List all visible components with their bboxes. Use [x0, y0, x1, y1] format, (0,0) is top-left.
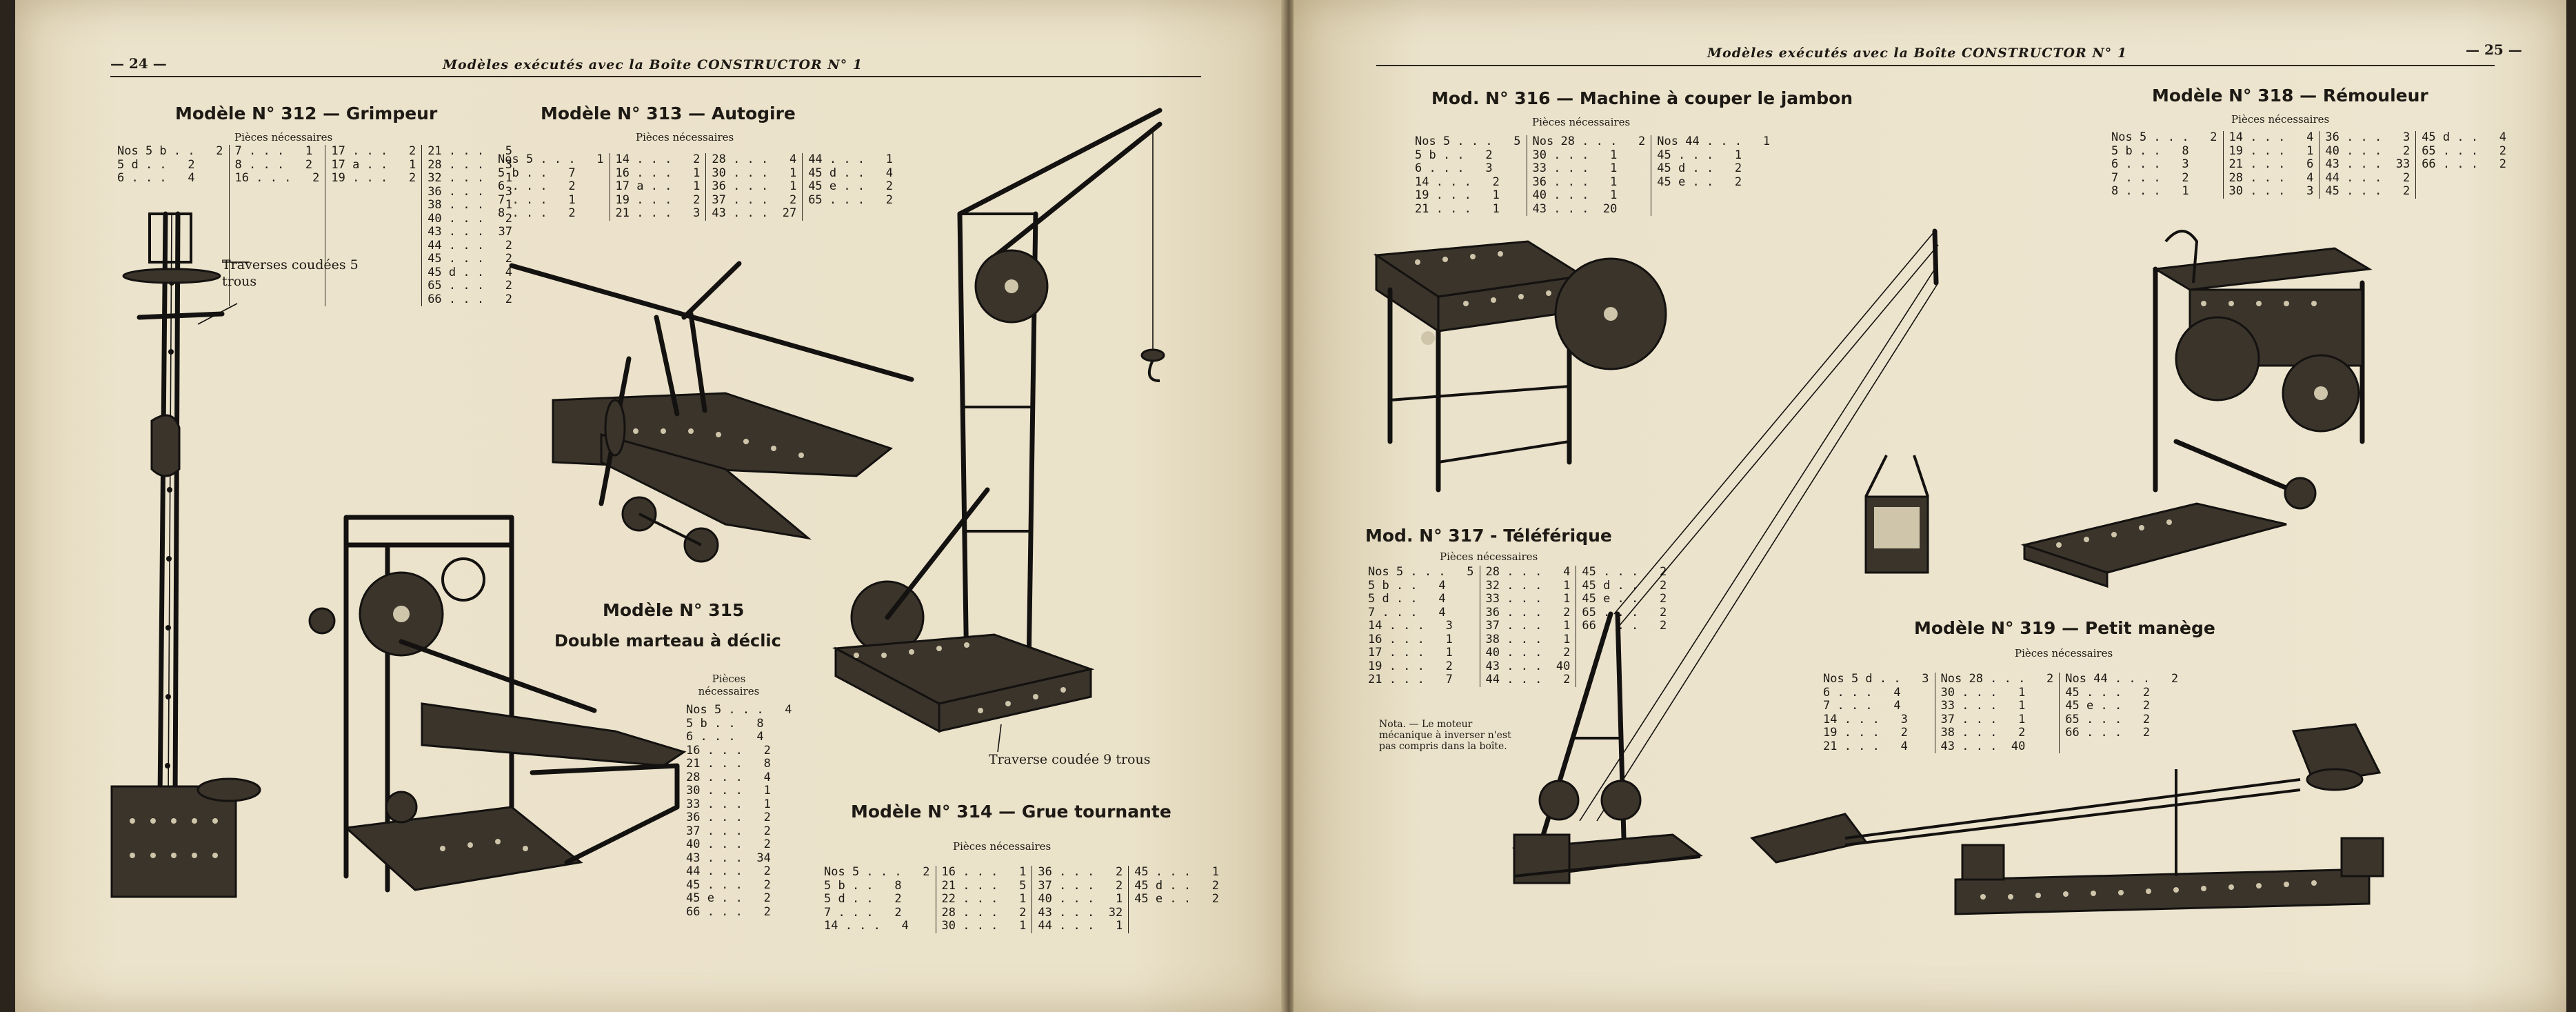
model-315-title: Modèle N° 315 [603, 600, 745, 620]
right-page [1294, 0, 2566, 1012]
illustration-double-marteau [305, 504, 691, 931]
model-317-title: Mod. N° 317 - Téléférique [1365, 526, 1612, 546]
model-315-parts [681, 704, 798, 919]
parts-heading: Pièces nécessaires [953, 840, 1051, 853]
model-314-parts [818, 866, 1225, 933]
model-312-title: Modèle N° 312 — Grimpeur [175, 103, 438, 123]
model-318-parts [2106, 131, 2512, 199]
parts-column: 28 . . . 4 30 . . . 1 36 . . . 1 37 . . . 2 43 . . . 27 [705, 153, 802, 221]
header-rule [1376, 65, 2495, 66]
model-316-title: Mod. N° 316 — Machine à couper le jambon [1431, 88, 1853, 108]
parts-column: 36 . . . 2 37 . . . 2 40 . . . 1 43 . . . 32 44 . . . 1 [1032, 866, 1128, 933]
parts-column: 36 . . . 3 40 . . . 2 43 . . . 33 44 . . . 2 45 . . . 2 [2319, 131, 2415, 199]
running-header: Modèles exécutés avec la Boîte CONSTRUCTOR N° 1 [1707, 46, 2128, 61]
parts-column: 45 d . . 4 65 . . . 2 66 . . . 2 [2415, 131, 2512, 199]
illustration-grimpeur [84, 200, 291, 931]
parts-column: 14 . . . 4 19 . . . 1 21 . . . 6 28 . . . 4 30 . . . 3 [2223, 131, 2320, 199]
model-314-title: Modèle N° 314 — Grue tournante [851, 802, 1171, 822]
parts-column: Nos 28 . . . 2 30 . . . 1 33 . . . 1 37 . . . 1 38 . . . 2 43 . . . 40 [1935, 673, 2060, 753]
left-page [15, 0, 1284, 1012]
parts-column: Nos 5 . . . 5 5 b . . 2 6 . . . 3 14 . . . 2 19 . . . 1 21 . . . 1 [1415, 135, 1521, 216]
illustration-petit-manege [1749, 704, 2535, 931]
annotation-traverses: Traverses coudées 5 trous [222, 257, 359, 289]
parts-column: 17 . . . 2 17 a . . 1 19 . . . 2 [325, 145, 421, 306]
model-318-title: Modèle N° 318 — Rémouleur [2152, 86, 2428, 106]
parts-column: Nos 5 . . . 2 5 b . . 8 6 . . . 3 7 . . . 2 8 . . . 1 [2111, 130, 2217, 198]
parts-column: 45 . . . 1 45 d . . 2 45 e . . 2 [1128, 866, 1225, 933]
page-number: — 25 — [2466, 41, 2522, 58]
parts-column: Nos 5 d . . 3 6 . . . 4 7 . . . 4 14 . . . 3 19 . . . 2 21 . . . 4 [1823, 672, 1929, 753]
parts-column: 16 . . . 1 21 . . . 5 22 . . . 1 28 . . . 2 30 . . . 1 [936, 866, 1032, 933]
parts-column: 7 . . . 1 8 . . . 2 16 . . . 2 [229, 145, 325, 306]
parts-column: Nos 44 . . . 1 45 . . . 1 45 d . . 2 45 e . . 2 [1651, 135, 1775, 216]
parts-column: Nos 5 . . . 1 5 b . . 7 6 . . . 2 7 . . . 1 8 . . . 2 [498, 152, 604, 220]
parts-column: Nos 44 . . . 2 45 . . . 2 45 e . . 2 65 . . . 2 66 . . . 2 [2059, 673, 2184, 753]
model-319-title: Modèle N° 319 — Petit manège [1914, 618, 2215, 638]
parts-heading: Pièces nécessaires [1440, 550, 1538, 563]
illustration-remouleur [2017, 214, 2404, 600]
parts-column: 44 . . . 1 45 d . . 4 45 e . . 2 65 . . . 2 [802, 153, 898, 221]
model-317-note: Nota. — Le moteur mécanique à inverser n'est pas compris dans la boîte. [1379, 719, 1511, 752]
parts-column: Nos 5 . . . 4 5 b . . 8 6 . . . 4 16 . . . 2 21 . . . 8 28 . . . 4 30 . . . 1 33 . . . 1 36 . . . 2 37 . . . 2 40 . . . 2 43 . . . 34 44 . . . 2 45 . . . 2 45 e . . 2 66 . . . 2 [686, 703, 792, 919]
header-rule [110, 76, 1201, 77]
model-316-parts [1409, 135, 1775, 216]
illustration-grue [829, 103, 1174, 759]
parts-column: 14 . . . 2 16 . . . 1 17 a . . 1 19 . . . 2 21 . . . 3 [610, 153, 706, 221]
parts-heading: Pièces nécessaires [698, 673, 760, 697]
parts-column: 45 . . . 2 45 d . . 2 45 e . . 2 65 . . . 2 66 . . . 2 [1576, 566, 1672, 687]
parts-heading: Pièces nécessaires [636, 131, 734, 143]
running-header: Modèles exécutés avec la Boîte CONSTRUCTOR N° 1 [443, 57, 863, 72]
parts-heading: Pièces nécessaires [1532, 116, 1631, 128]
annotation-traverse: Traverse coudée 9 trous [989, 752, 1151, 767]
parts-heading: Pièces nécessaires [234, 131, 333, 143]
parts-column: 21 . . . 5 28 . . . 3 32 . . . 1 36 . . . 3 38 . . . 1 40 . . . 2 43 . . . 37 44 . . . 2 45 . . . 2 45 d . . 4 65 . . . 2 66 . . . 2 [421, 145, 518, 306]
parts-column: 28 . . . 4 32 . . . 1 33 . . . 1 36 . . . 2 37 . . . 1 38 . . . 1 40 . . . 2 43 . . . 40 44 . . . 2 [1480, 566, 1576, 687]
parts-column: Nos 5 b . . 2 5 d . . 2 6 . . . 4 [117, 144, 223, 185]
parts-column: Nos 5 . . . 2 5 b . . 8 5 d . . 2 7 . . . 2 14 . . . 4 [824, 865, 930, 933]
parts-heading: Pièces nécessaires [2231, 113, 2330, 126]
page-number: — 24 — [110, 55, 167, 72]
model-315-subtitle: Double marteau à déclic [554, 631, 781, 651]
parts-column: Nos 28 . . . 2 30 . . . 1 33 . . . 1 36 . . . 1 40 . . . 1 43 . . . 20 [1527, 135, 1651, 216]
parts-column: Nos 5 . . . 5 5 b . . 4 5 d . . 4 7 . . . 4 14 . . . 3 16 . . . 1 17 . . . 1 19 . . . 2 21 . . . 7 [1368, 565, 1474, 686]
parts-heading: Pièces nécessaires [2015, 647, 2113, 659]
model-313-title: Modèle N° 313 — Autogire [541, 103, 796, 123]
